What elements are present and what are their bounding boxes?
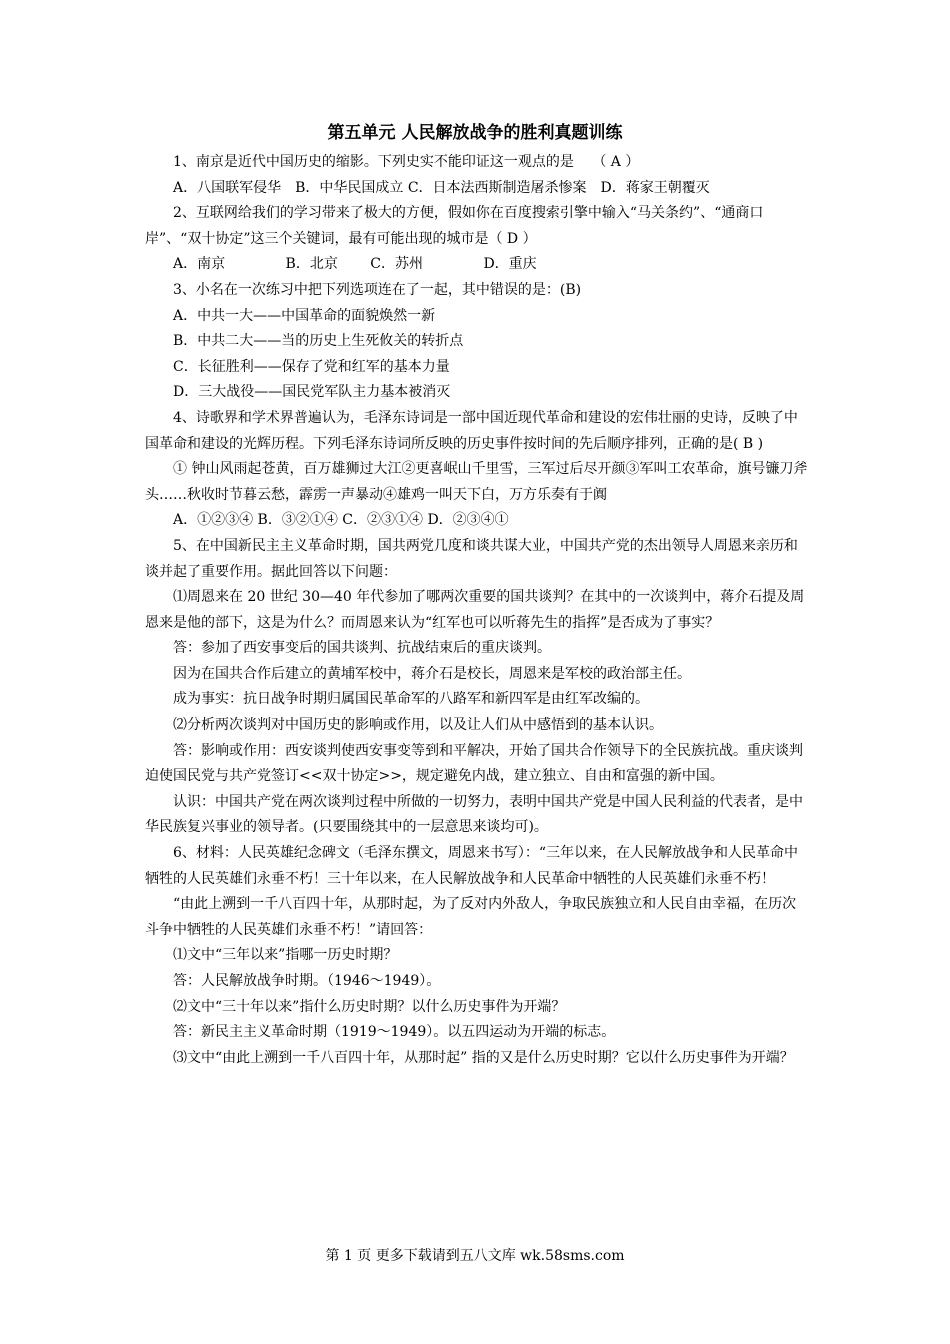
question-6-answer-1: 答：人民解放战争时期。（1946～1949）。 (173, 973, 441, 989)
question-3-option-b: B．中共二大——当的历史上生死攸关的转折点 (173, 333, 464, 350)
question-5-answer-1b: 因为在国共合作后建立的黄埔军校中，蒋介石是校长，周恩来是军校的政治部主任。 (173, 665, 691, 682)
question-5-answer-2: 答：影响或作用：西安谈判使西安事变等到和平解决，开始了国共合作领导下的全民族抗战。重庆谈判迫使国民党与共产党签订<<双十协定>>，规定避免内战，建立独立、自由和富强的新中国。 (145, 742, 803, 785)
question-6-material: “由此上溯到一千八百四十年，从那时起，为了反对内外敌人，争取民族独立和人民自由幸福，在历次斗争中牺牲的人民英雄们永垂不朽！”请回答： (145, 896, 797, 938)
question-6-part-1: ⑴文中“三年以来”指哪一历史时期？ (173, 947, 398, 964)
question-3: 3、小名在一次练习中把下列选项连在了一起，其中错误的是：(B) (173, 281, 582, 298)
question-2: 2、互联网给我们的学习带来了极大的方便，假如你在百度搜索引擎中输入“马关条约”、“通商口岸”、“双十协定”这三个关键词，最有可能出现的城市是（ D ） (145, 205, 764, 247)
question-4: 4、诗歌界和学术界普遍认为，毛泽东诗词是一部中国近现代革命和建设的宏伟壮丽的史诗，反映了中国革命和建设的光辉历程。下列毛泽东诗词所反映的历史事件按时间的先后顺序排列，正确的是( B ) (145, 409, 798, 452)
question-3-option-d: D．三大战役——国民党军队主力基本被消灭 (173, 384, 451, 401)
question-6-part-3: ⑶文中“由此上溯到一千八百四十年，从那时起” 指的又是什么历史时期？它以什么历史事件为开端？ (173, 1049, 794, 1066)
question-6: 6、材料：人民英雄纪念碑文（毛泽东撰文，周恩来书写）：“三年以来，在人民解放战争和人民革命中牺牲的人民英雄们永垂不朽！三十年以来，在人民解放战争和人民革命中牺牲的人民英雄们永垂不朽！ (145, 845, 799, 887)
question-3-option-a: A．中共一大——中国革命的面貌焕然一新 (173, 307, 436, 324)
question-5: 5、在中国新民主主义革命时期，国共两党几度和谈共谋大业，中国共产党的杰出领导人周恩来亲历和谈并起了重要作用。据此回答以下问题： (145, 537, 798, 580)
question-1-options: A．八国联军侵华 B．中华民国成立 C．日本法西斯制造屠杀惨案 D．蒋家王朝覆灭 (173, 179, 710, 196)
question-5-part-2: ⑵分析两次谈判对中国历史的影响或作用，以及让人们从中感悟到的基本认识。 (173, 717, 663, 734)
question-5-answer-1c: 成为事实：抗日战争时期归属国民革命军的八路军和新四军是由红军改编的。 (173, 691, 649, 708)
question-1: 1、南京是近代中国历史的缩影。下列史实不能印证这一观点的是 （ A ） (173, 154, 640, 170)
question-6-part-2: ⑵文中“三十年以来”指什么历史时期？以什么历史事件为开端？ (173, 998, 566, 1015)
question-4-options: A．①②③④ B．③②①④ C．②③①④ D．②③④① (173, 512, 509, 529)
question-5-part-1: ⑴周恩来在 20 世纪 30—40 年代参加了哪两次重要的国共谈判？在其中的一次谈判中，蒋介石提及周恩来是他的部下，这是为什么？而周恩来认为“红军也可以听蒋先生的指挥”是否成为了事实？ (145, 589, 805, 631)
page-title: 第五单元 人民解放战争的胜利真题训练 (327, 123, 623, 143)
document-body (145, 150, 810, 1071)
question-5-answer-1a: 答：参加了西安事变后的国共谈判、抗战结束后的重庆谈判。 (173, 640, 551, 657)
question-6-answer-2: 答：新民主主义革命时期（1919～1949）。以五四运动为开端的标志。 (173, 1024, 616, 1041)
question-4-poems: ① 钟山风雨起苍黄，百万雄狮过大江②更喜岷山千里雪，三军过后尽开颜③军叫工农革命，旗号镰刀斧头……秋收时节暮云愁，霹雳一声暴动④雄鸡一叫天下白，万方乐奏有于阗 (145, 461, 808, 503)
question-2-options: A．南京 B．北京 C．苏州 D．重庆 (173, 256, 537, 273)
page-footer: 第 1 页 更多下载请到五八文库 wk.58sms.com (325, 1248, 625, 1264)
question-3-option-c: C．长征胜利——保存了党和红军的基本力量 (173, 358, 450, 375)
question-5-insight: 认识：中国共产党在两次谈判过程中所做的一切努力，表明中国共产党是中国人民利益的代表者，是中华民族复兴事业的领导者。(只要围绕其中的一层意思来谈均可)。 (145, 793, 803, 836)
